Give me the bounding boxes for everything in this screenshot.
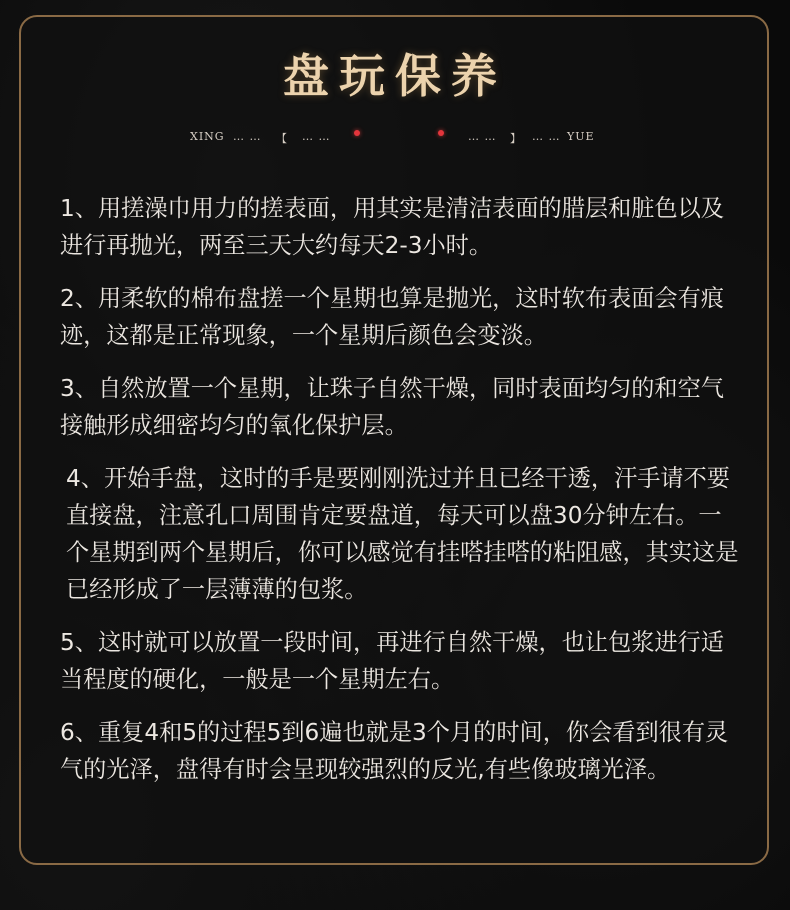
subline-left-inner-dots: … …: [302, 130, 331, 143]
decorative-subtitle-line: [0, 128, 790, 148]
instruction-paragraph-1: 1、用搓澡巾用力的搓表面，用其实是清洁表面的腊层和脏色以及进行再抛光，两至三天大约每天2-3小时。: [60, 195, 724, 259]
subline-left-dots: … …: [233, 130, 262, 143]
subline-right-inner-dots: … …: [468, 130, 497, 143]
subline-right-bracket: 】: [510, 132, 522, 145]
page-title: 盘玩保养: [283, 49, 507, 103]
care-instructions: [60, 190, 740, 804]
subline-right-word: YUE: [567, 130, 595, 143]
subline-right-dots: … …: [532, 130, 561, 143]
instruction-paragraph-4: 4、开始手盘，这时的手是要刚刚洗过并且已经干透，汗手请不要直接盘，注意孔口周围肯定要盘道，每天可以盘30分钟左右。一个星期到两个星期后，你可以感觉有挂嗒挂嗒的粘阻感，其实这是已经形成了一层薄薄的包浆。: [66, 465, 739, 603]
instruction-paragraph-5: 5、这时就可以放置一段时间，再进行自然干燥，也让包浆进行适当程度的硬化，一般是一个星期左右。: [60, 629, 724, 693]
left-red-dot-icon: [354, 130, 360, 136]
instruction-paragraph-6: 6、重复4和5的过程5到6遍也就是3个月的时间，你会看到很有灵气的光泽，盘得有时会呈现较强烈的反光,有些像玻璃光泽。: [60, 719, 729, 783]
subline-left-bracket: 【: [276, 132, 288, 145]
instruction-paragraph-3: 3、自然放置一个星期，让珠子自然干燥，同时表面均匀的和空气接触形成细密均匀的氧化保护层。: [60, 375, 724, 439]
subline-left-word: XING: [190, 130, 225, 143]
right-red-dot-icon: [438, 130, 444, 136]
instruction-paragraph-2: 2、用柔软的棉布盘搓一个星期也算是抛光，这时软布表面会有痕迹，这都是正常现象，一个星期后颜色会变淡。: [60, 285, 724, 349]
